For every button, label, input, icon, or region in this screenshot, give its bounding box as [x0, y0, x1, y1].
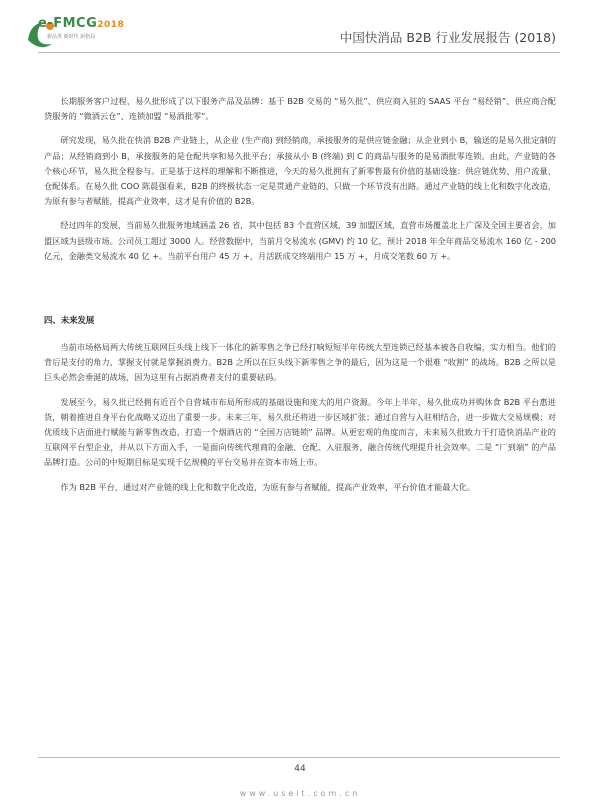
- page-body: [44, 94, 556, 504]
- paragraph-development: 发展至今，易久批已经拥有近百个自营城市布局所形成的基础设施和庞大的用户资源。今年上半年，易久批成功并购休食 B2B 平台惠进货，朝着推进自身平台化战略又迈出了重要一步。未来三年，易久批还将进一步区域扩张；通过自营与入驻相结合，进一步做大交易规模；对优质线下店面进行赋能与新零售改造，打造一个烟酒店的 “全国万店链锁” 品牌。从更宏观的角度而言，未来易久批致力于打造快消品产业的互联网平台型企业，并从以下方面入手，一是面向传统代理商的金融、仓配、入驻服务，融合传统代理提升社会效率。二是 “厂到端” 的产品品牌打造。公司的中短期目标是实现千亿规模的平台交易并在资本市场上市。: [44, 396, 556, 468]
- page-header: [0, 0, 600, 60]
- section-title: 四、未来发展: [44, 315, 95, 326]
- paragraph-scale: 经过四年的发展，当前易久批服务地域涵盖 26 省，其中包括 83 个直营区域，39 加盟区域，直营市场覆盖北上广深及全国主要省会，加盟区域为县级市场。公司员工超过 3000 人。经营数据中，当前月交易流水 (GMV) 约 10 亿，预计 2018 年全年商品交易流水 160 亿 - 200 亿元，金融类交易流水 40 亿 +。当前平台用户 45 万 +，月活跃成交终端用户 15 万 +，月成交笔数 60 万 +。: [44, 220, 556, 261]
- logo-tagline: 新品类 新时代 新格局: [47, 34, 96, 40]
- logo-wordmark: e-FMCG2018: [38, 16, 125, 31]
- header-divider: [38, 52, 560, 53]
- page-number: 44: [294, 764, 306, 774]
- paragraph-market: 当前市场格局两大传统互联网巨头线上线下一体化的新零售之争已经打响短短半年传统大型连锁已经基本被各自收编，实力相当。他们的背后是支付的角力，掌握支付就是掌握消费力。B2B 之所以在巨头线下新零售之争的最后，因为这是一个很难 “收割” 的战场。B2B 之所以是巨头必然会垂涎的战场，因为这里有占据消费者支付的重要砝码。: [44, 342, 556, 383]
- watermark: www.useit.com.cn: [239, 789, 361, 798]
- footer-divider: [38, 757, 560, 758]
- report-title: 中国快消品 B2B 行业发展报告 (2018): [339, 30, 556, 45]
- paragraph-services: 长期服务客户过程，易久批形成了以下服务产品及品牌：基于 B2B 交易的 “易久批”、供应商入驻的 SAAS 平台 “易经销”、供应商合配贷服务的 “微酒云仓”、连锁加盟 “易酒批零”。: [44, 96, 556, 122]
- spacer: [44, 273, 556, 314]
- paragraph-conclusion: 作为 B2B 平台，通过对产业链的线上化和数字化改造，为原有参与者赋能，提高产业效率，平台价值才能最大化。: [60, 481, 476, 492]
- paragraph-research: 研究发现，易久批在快消 B2B 产业链上，从企业 (生产商) 到经销商，承接服务的是供应链金融；从企业到小 B，输送的是易久批定制的产品；从经销商到小 B，承接服务的是仓配共享和易久批平台；承接从小 B (终端) 到 C 的商品与服务的是易酒批零连锁。由此，产业链的各个核心环节，易久批全程参与。正是基于这样的理解和不断推进，今天的易久批拥有了新零售最有价值的基础设施：供应链优势、用户流量、仓配体系。在易久批 COO 陈晨强看来，B2B 的终极状态一定是贯通产业链的，只做一个环节没有出路。通过产业链的线上化和数字化改造，为原有参与者赋能，提高产业效率，这才是有价值的 B2B。: [44, 135, 556, 207]
